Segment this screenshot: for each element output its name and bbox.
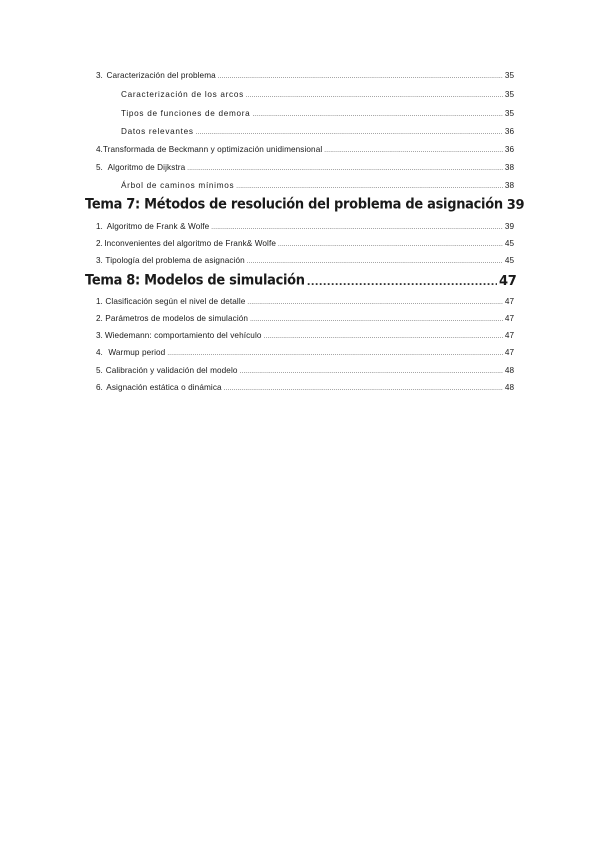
dot-leader	[250, 314, 503, 326]
entry-page-number: 35	[504, 71, 514, 80]
toc-entry[interactable]	[0, 347, 599, 359]
entry-page-number: 39	[504, 222, 514, 231]
entry-number: 6.	[96, 383, 103, 392]
entry-page-number: 38	[504, 181, 514, 190]
toc-entry[interactable]	[0, 313, 599, 325]
entry-page-number: 47	[504, 314, 514, 323]
entry-page-number: 45	[504, 256, 514, 265]
dot-leader	[324, 145, 503, 157]
dot-leader	[307, 274, 497, 292]
entry-title: Datos relevantes	[121, 127, 194, 136]
toc-entry[interactable]	[0, 144, 599, 156]
chapter-title: Tema 8: Modelos de simulación	[85, 271, 305, 289]
entry-page-number: 47	[504, 297, 514, 306]
entry-title: Caracterización del problema	[106, 71, 216, 80]
dot-leader	[196, 127, 503, 139]
entry-number: 3.	[96, 331, 103, 340]
entry-page-number: 47	[504, 348, 514, 357]
chapter-page-number: 47	[499, 274, 517, 289]
dot-leader	[236, 181, 503, 193]
entry-number: 1.	[96, 222, 103, 231]
entry-page-number: 36	[504, 127, 514, 136]
dot-leader	[167, 348, 503, 360]
entry-title: Parámetros de modelos de simulación	[105, 314, 249, 323]
dot-leader	[246, 90, 503, 102]
entry-title: Árbol de caminos mínimos	[121, 181, 235, 190]
toc-entry[interactable]	[0, 255, 599, 267]
entry-title: Wiedemann: comportamiento del vehículo	[104, 331, 262, 340]
entry-number: 2.	[96, 239, 103, 248]
entry-title: Tipología del problema de asignación	[105, 256, 245, 265]
dot-leader	[247, 297, 502, 309]
entry-page-number: 48	[504, 366, 514, 375]
entry-page-number: 35	[504, 109, 514, 118]
entry-title: Caracterización de los arcos	[121, 90, 244, 99]
entry-title: Asignación estática o dinámica	[106, 383, 222, 392]
toc-entry[interactable]	[0, 221, 599, 233]
dot-leader	[278, 239, 503, 251]
toc-subentry[interactable]	[0, 108, 599, 120]
entry-number: 3.	[96, 71, 103, 80]
entry-title: Warmup period	[108, 348, 166, 357]
entry-title: Calibración y validación del modelo	[105, 366, 238, 375]
dot-leader	[247, 256, 503, 268]
toc-entry[interactable]	[0, 296, 599, 308]
toc-chapter-heading[interactable]	[0, 273, 599, 291]
entry-number: 3.	[96, 256, 103, 265]
dot-leader	[211, 222, 503, 234]
dot-leader	[187, 163, 503, 175]
entry-title: Inconvenientes del algoritmo de Frank& Wolfe	[104, 239, 277, 248]
entry-number: 4.	[96, 348, 103, 357]
entry-title: Clasificación según el nivel de detalle	[105, 297, 246, 306]
entry-number: 2.	[96, 314, 103, 323]
toc-entry[interactable]	[0, 330, 599, 342]
dot-leader	[252, 109, 502, 121]
entry-number: 4.	[96, 145, 103, 154]
toc-subentry[interactable]	[0, 180, 599, 192]
entry-page-number: 38	[504, 163, 514, 172]
entry-number: 1.	[96, 297, 103, 306]
entry-page-number: 35	[504, 90, 514, 99]
entry-number: 5.	[96, 366, 103, 375]
dot-leader	[218, 71, 503, 83]
chapter-page-number: 39	[506, 198, 525, 213]
toc-entry[interactable]	[0, 238, 599, 250]
toc-entry[interactable]	[0, 365, 599, 377]
dot-leader	[264, 331, 503, 343]
toc-chapter-heading[interactable]	[0, 197, 599, 215]
toc-entry[interactable]	[0, 70, 599, 82]
dot-leader	[224, 383, 503, 395]
chapter-title: Tema 7: Métodos de resolución del problema de asignación	[85, 195, 503, 213]
toc-subentry[interactable]	[0, 126, 599, 138]
entry-page-number: 48	[504, 383, 514, 392]
toc-entry[interactable]	[0, 382, 599, 394]
entry-title: Algoritmo de Frank & Wolfe	[106, 222, 210, 231]
entry-page-number: 47	[504, 331, 514, 340]
entry-page-number: 36	[504, 145, 514, 154]
entry-number: 5.	[96, 163, 103, 172]
toc-entry[interactable]	[0, 162, 599, 174]
entry-page-number: 45	[504, 239, 514, 248]
toc-subentry[interactable]	[0, 89, 599, 101]
entry-title: Algoritmo de Dijkstra	[107, 163, 186, 172]
entry-title: Tipos de funciones de demora	[121, 109, 251, 118]
dot-leader	[240, 366, 503, 378]
entry-title: Transformada de Beckmann y optimización unidimensional	[102, 145, 323, 154]
